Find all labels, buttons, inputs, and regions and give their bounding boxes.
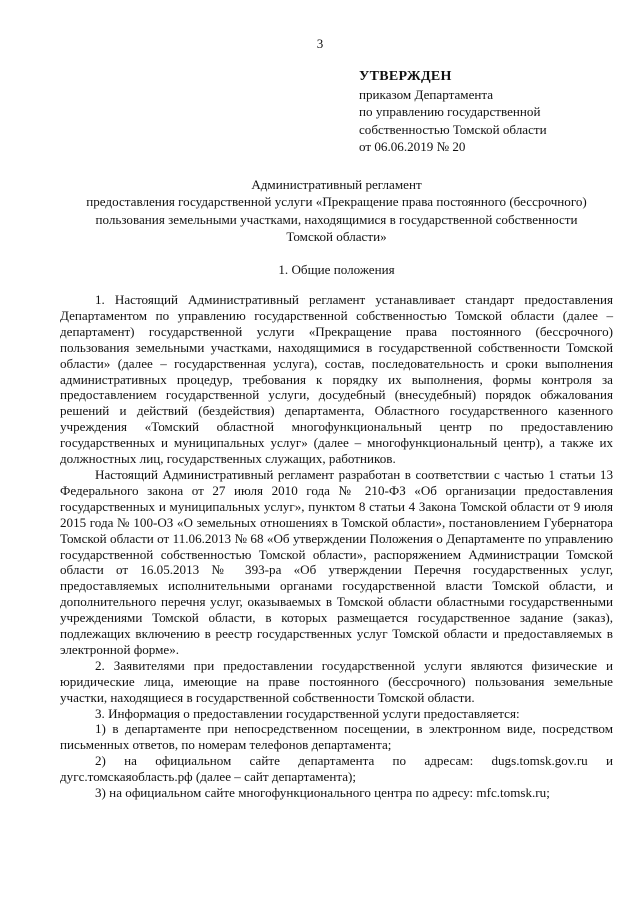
paragraph: 1) в департаменте при непосредственном посещении, в электронном виде, посредством письменных ответов, по номерам телефонов департамента;	[60, 721, 613, 753]
document-title	[60, 176, 613, 246]
approval-line: собственностью Томской области	[359, 121, 547, 137]
approval-stamp	[359, 68, 547, 155]
paragraph: 3) на официальном сайте многофункционального центра по адресу: mfc.tomsk.ru;	[95, 785, 550, 801]
title-line: пользования земельными участками, находящимися в государственной собственности	[95, 211, 578, 227]
approval-line: от 06.06.2019 № 20	[359, 138, 466, 154]
approval-line: приказом Департамента	[359, 87, 494, 103]
title-line: предоставления государственной услуги «Прекращение права постоянного (бессрочного)	[86, 194, 587, 210]
paragraph: 3. Информация о предоставлении государственной услуги предоставляется:	[95, 705, 520, 721]
title-line: Томской области»	[286, 229, 387, 245]
section-heading: 1. Общие положения	[278, 262, 395, 277]
approval-line: по управлению государственной	[359, 104, 541, 120]
paragraph: Настоящий Административный регламент разработан в соответствии с частью 1 статьи 13 Федерального закона от 27 июля 2010 года № 210-ФЗ «Об организации предоставления государственных и муниципальных услуг», пунктом 8 статьи 4 Закона Томской области от 9 июля 2015 года № 100-ОЗ «О земельных отношениях в Томской области», постановлением Губернатора Томской области от 11.06.2013 № 68 «Об утверждении Положения о Департаменте по управлению государственной собственностью Томской области», распоряжением Администрации Томской области от 16.05.2013 № 393-ра «Об утверждении Перечня государственных услуг, предоставляемых исполнительными органами государственной власти Томской области, и дополнительного перечня услуг, оказываемых в Томской области областными государственными учреждениями Томской области, в которых размещается государственное задание (заказ), подлежащих включению в реестр государственных услуг Томской области и предоставляемых в электронной форме».	[60, 466, 613, 657]
document-body	[60, 292, 613, 801]
paragraph: 2. Заявителями при предоставлении государственной услуги являются физические и юридические лица, имеющие на праве постоянного (бессрочного) пользования земельные участки, находящиеся в государственной собственности Томской области.	[60, 657, 613, 705]
paragraph: 2) на официальном сайте департамента по адресам: dugs.tomsk.gov.ru и дугс.томскаяобласть.рф (далее – сайт департамента);	[60, 753, 613, 785]
title-line: Административный регламент	[251, 177, 422, 192]
paragraph: 1. Настоящий Административный регламент устанавливает стандарт предоставления Департаментом по управлению государственной собственностью Томской области (далее – департамент) государственной услуги «Прекращение права постоянного (бессрочного) пользования земельными участками, находящимися в государственной собственности Томской области» (далее – государственная услуга), состав, последовательность и сроки выполнения административных процедур, требования к порядку их выполнения, формы контроля за предоставлением государственной услуги, досудебный (внесудебный) порядок обжалования решений и действий (бездействия) департамента, Областного государственного казенного учреждения «Томский областной многофункциональный центр по предоставлению государственных и муниципальных услуг» (далее – многофункциональный центр), а также их должностных лиц, государственных служащих, работников.	[60, 292, 613, 467]
approval-heading: УТВЕРЖДЕН	[359, 69, 452, 84]
page-number: 3	[316, 36, 324, 51]
